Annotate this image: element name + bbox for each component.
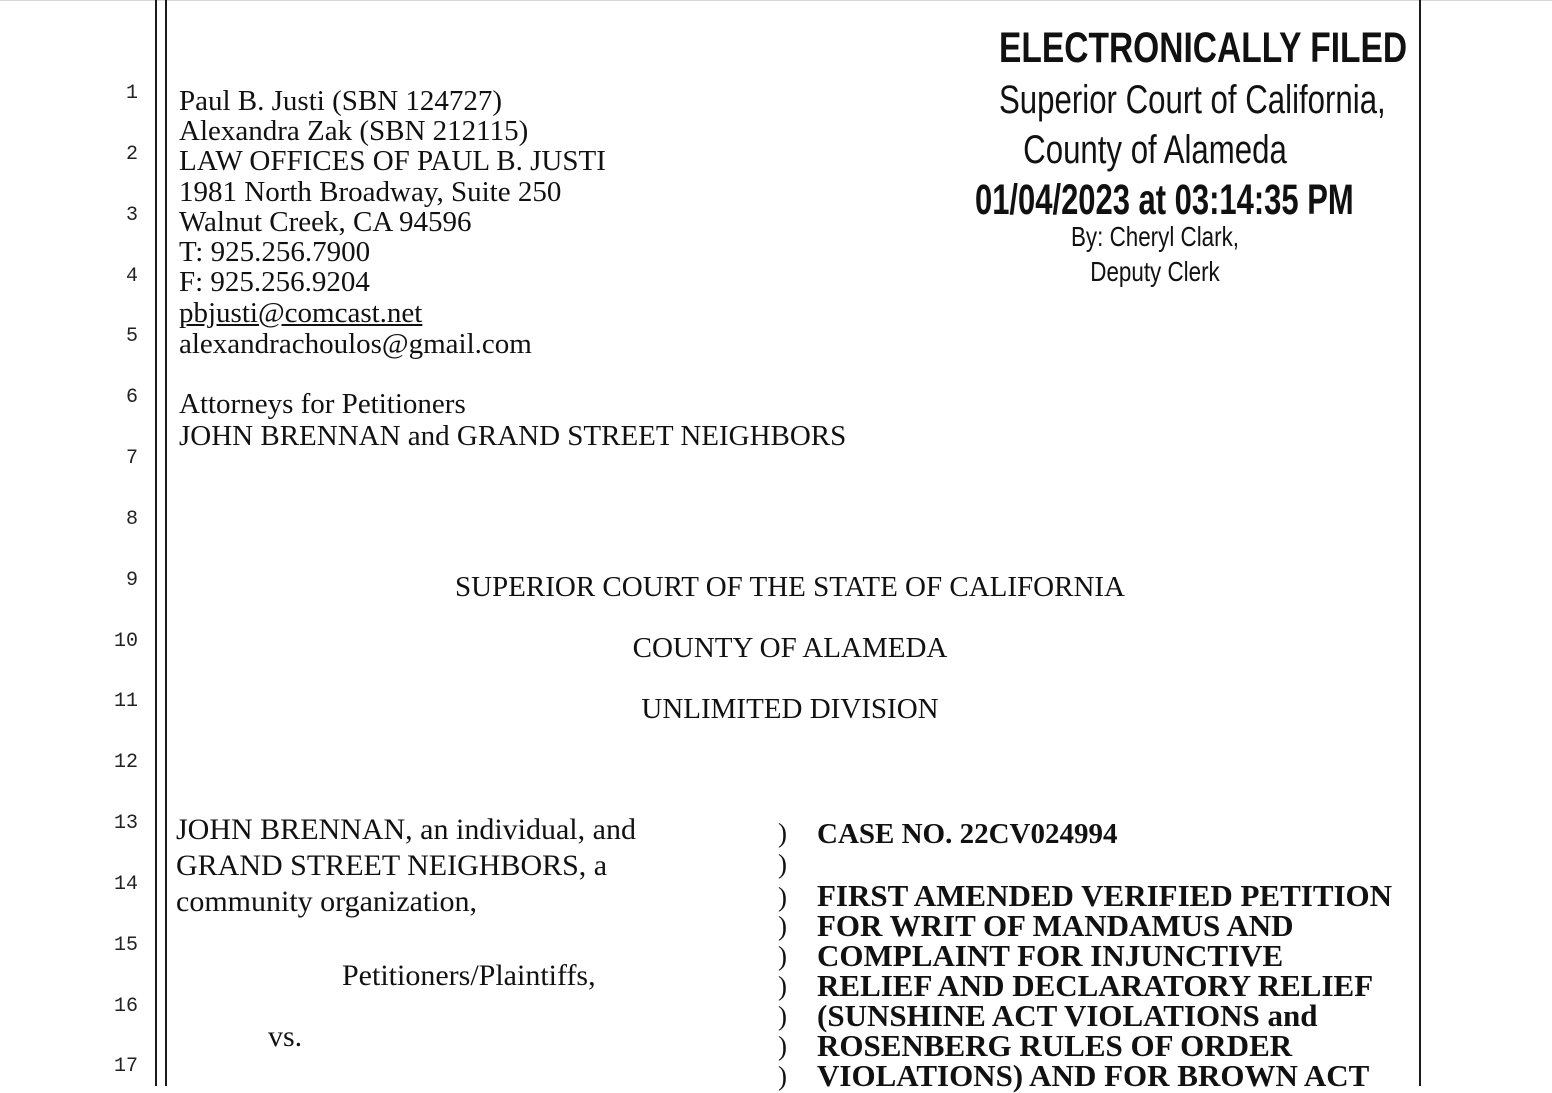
phone-number: T: 925.256.7900 <box>179 236 371 268</box>
line-number: 4 <box>125 265 138 288</box>
line-number: 2 <box>125 143 138 166</box>
court-division: UNLIMITED DIVISION <box>641 693 939 725</box>
party-role: Petitioners/Plaintiffs, <box>342 959 596 992</box>
court-name: SUPERIOR COURT OF THE STATE OF CALIFORNIA <box>454 571 1125 603</box>
versus: vs. <box>268 1020 303 1053</box>
fax-number: F: 925.256.9204 <box>179 266 370 298</box>
line-number: 13 <box>113 812 138 835</box>
court-county: COUNTY OF ALAMEDA <box>632 632 948 664</box>
stamp-clerk-name: By: Cheryl Clark, <box>1070 221 1240 252</box>
line-number: 11 <box>113 690 138 713</box>
right-margin-rule <box>1419 0 1421 1086</box>
stamp-datetime: 01/04/2023 at 03:14:35 PM <box>975 176 1354 224</box>
law-firm-name: LAW OFFICES OF PAUL B. JUSTI <box>179 145 606 177</box>
line-number: 3 <box>125 204 138 227</box>
line-number: 14 <box>113 873 138 896</box>
case-title-line: FOR WRIT OF MANDAMUS AND <box>817 908 1294 943</box>
page-top-edge <box>0 0 1552 1</box>
line-number: 15 <box>113 934 138 957</box>
case-title-line: COMPLAINT FOR INJUNCTIVE <box>817 938 1284 973</box>
line-number: 1 <box>125 82 138 105</box>
stamp-county: County of Alameda <box>1023 128 1287 172</box>
attorneys-for-label: Attorneys for Petitioners <box>179 388 466 420</box>
line-number: 9 <box>125 569 138 592</box>
left-margin-rule-outer <box>155 0 157 1086</box>
case-title-line: VIOLATIONS) AND FOR BROWN ACT <box>817 1058 1370 1093</box>
case-title-line: RELIEF AND DECLARATORY RELIEF <box>817 968 1374 1003</box>
party-line-1: JOHN BRENNAN, an individual, and <box>176 813 636 846</box>
case-title-line: FIRST AMENDED VERIFIED PETITION <box>817 878 1393 913</box>
line-number: 10 <box>113 630 138 653</box>
case-number: CASE NO. 22CV024994 <box>817 818 1118 850</box>
line-number: 5 <box>125 325 138 348</box>
left-margin-rule-inner <box>165 0 167 1086</box>
attorney-name-2: Alexandra Zak (SBN 212115) <box>179 115 529 147</box>
line-number: 8 <box>125 508 138 531</box>
firm-address-line-1: 1981 North Broadway, Suite 250 <box>179 176 562 208</box>
client-names: JOHN BRENNAN and GRAND STREET NEIGHBORS <box>179 420 847 452</box>
line-number: 7 <box>125 447 138 470</box>
party-line-3: community organization, <box>176 885 478 918</box>
stamp-heading: ELECTRONICALLY FILED <box>999 24 1408 72</box>
email-2: alexandrachoulos@gmail.com <box>179 328 532 360</box>
party-line-2: GRAND STREET NEIGHBORS, a <box>176 849 608 882</box>
attorney-name-1: Paul B. Justi (SBN 124727) <box>179 85 503 117</box>
firm-address-line-2: Walnut Creek, CA 94596 <box>179 206 472 238</box>
line-number: 12 <box>113 751 138 774</box>
stamp-court: Superior Court of California, <box>999 78 1386 122</box>
line-number: 17 <box>113 1055 138 1078</box>
email-link-1[interactable]: pbjusti@comcast.net <box>179 297 423 329</box>
case-title-line: (SUNSHINE ACT VIOLATIONS and <box>817 998 1318 1033</box>
stamp-clerk-role: Deputy Clerk <box>1090 256 1220 287</box>
line-number: 16 <box>113 995 138 1018</box>
line-number: 6 <box>125 386 138 409</box>
case-title-line: ROSENBERG RULES OF ORDER <box>817 1028 1293 1063</box>
